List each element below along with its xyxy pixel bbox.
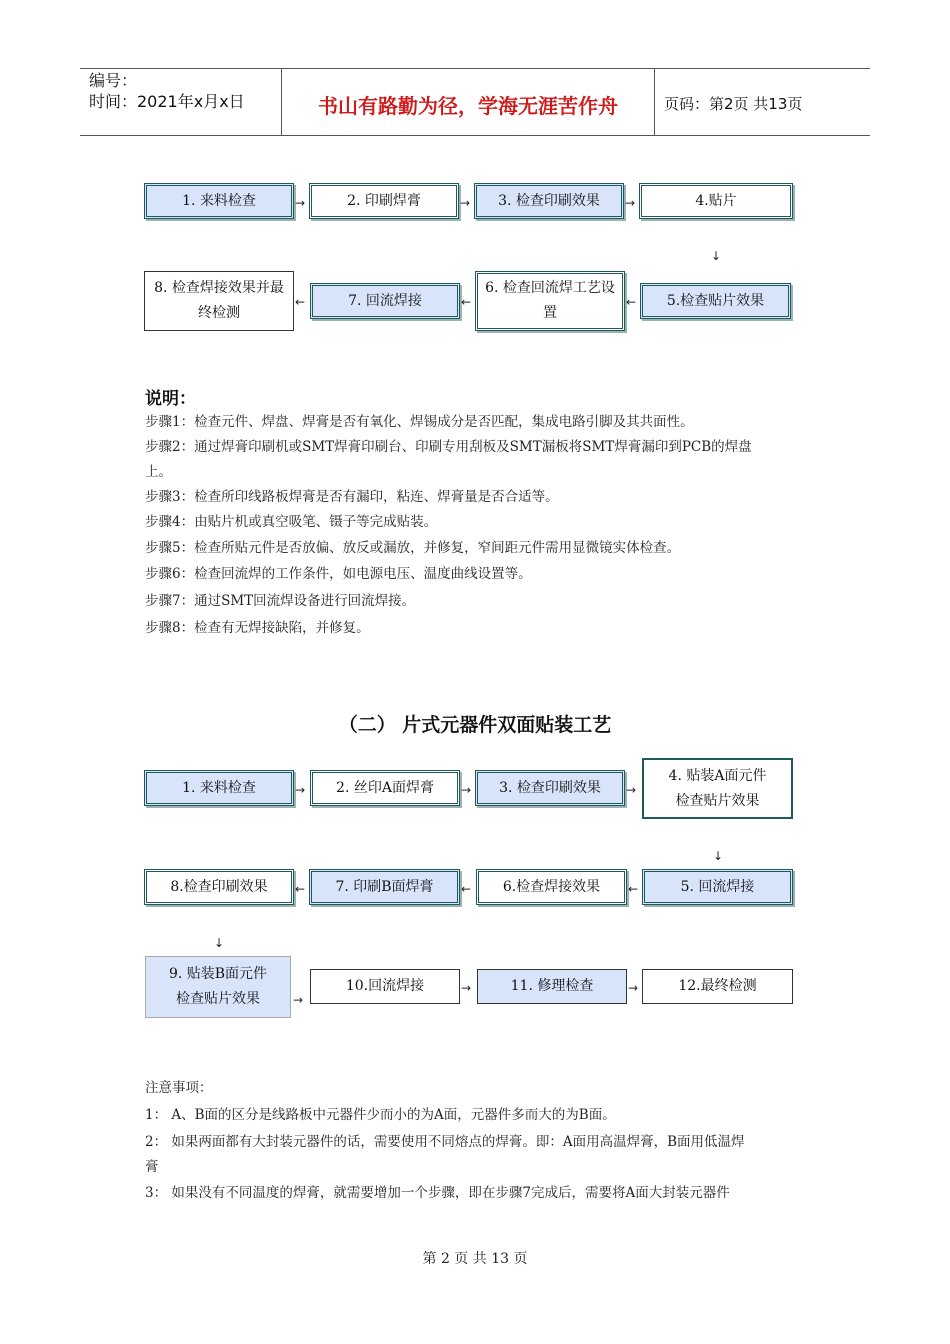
flow2-step-7: 7. 印刷B面焊膏 <box>309 869 460 905</box>
arrow-down-icon: ↓ <box>214 936 225 950</box>
note-line-9: 步骤8：检查有无焊接缺陷，并修复。 <box>145 620 370 636</box>
arrow-right-icon: → <box>293 993 304 1007</box>
note-line-2: 步骤2：通过焊膏印刷机或SMT焊膏印刷台、印刷专用刮板及SMT漏板将SMT焊膏漏印到PCB的焊盘 <box>145 439 752 455</box>
arrow-right-icon: → <box>295 783 306 797</box>
arrow-right-icon: → <box>628 981 639 995</box>
arrow-right-icon: → <box>460 196 471 210</box>
attention-line-4: 3： 如果没有不同温度的焊膏，就需要增加一个步骤，即在步骤7完成后，需要将A面大封装元器件 <box>145 1185 730 1201</box>
header-divider-2 <box>654 68 655 136</box>
note-line-4: 步骤3：检查所印线路板焊膏是否有漏印，粘连、焊膏量是否合适等。 <box>145 489 559 505</box>
flow1-step-4: 4.贴片 <box>639 183 793 219</box>
arrow-right-icon: → <box>625 196 636 210</box>
header-top-rule <box>80 68 870 69</box>
flow2-step-9: 9. 贴装B面元件 检查贴片效果 <box>145 956 291 1018</box>
flow2-step-11: 11. 修理检查 <box>477 969 627 1004</box>
attention-title: 注意事项： <box>145 1080 213 1096</box>
flow2-step-6: 6.检查焊接效果 <box>476 869 627 905</box>
flow1-step-3: 3. 检查印刷效果 <box>474 183 624 219</box>
header-page-info: 页码：第2页 共13页 <box>664 95 803 113</box>
note-line-5: 步骤4：由贴片机或真空吸笔、镊子等完成贴装。 <box>145 514 438 530</box>
notes-title: 说明： <box>145 389 196 409</box>
flow1-step-8: 8. 检查焊接效果并最终检测 <box>144 271 294 331</box>
header-motto: 书山有路勤为径，学海无涯苦作舟 <box>318 94 618 118</box>
arrow-right-icon: → <box>461 783 472 797</box>
flow1-step-6: 6. 检查回流焊工艺设置 <box>475 271 625 331</box>
note-line-3: 上。 <box>145 464 172 480</box>
note-line-7: 步骤6：检查回流焊的工作条件，如电源电压、温度曲线设置等。 <box>145 566 532 582</box>
flow1-step-2: 2. 印刷焊膏 <box>309 183 459 219</box>
flow2-step-8: 8.检查印刷效果 <box>144 869 294 905</box>
attention-line-2: 2： 如果两面都有大封装元器件的话，需要使用不同熔点的焊膏。即：A面用高温焊膏，B面用低温焊 <box>145 1134 745 1150</box>
arrow-left-icon: ← <box>461 882 472 896</box>
flow2-step-3: 3. 检查印刷效果 <box>475 770 625 806</box>
arrow-left-icon: ← <box>628 882 639 896</box>
flow2-step-1: 1. 来料检查 <box>144 770 294 806</box>
arrow-down-icon: ↓ <box>713 849 724 863</box>
attention-line-1: 1： A、B面的区分是线路板中元器件少而小的为A面，元器件多而大的为B面。 <box>145 1107 616 1123</box>
flow2-step-2: 2. 丝印A面焊膏 <box>310 770 460 806</box>
page-footer: 第 2 页 共 13 页 <box>422 1251 528 1267</box>
flow1-step-5: 5.检查贴片效果 <box>640 283 791 319</box>
flow2-step-12: 12.最终检测 <box>642 969 793 1004</box>
attention-line-3: 膏 <box>145 1159 159 1175</box>
code-label: 编号： <box>89 71 138 90</box>
arrow-right-icon: → <box>626 783 637 797</box>
section-title: （二） 片式元器件双面贴装工艺 <box>338 714 612 736</box>
note-line-8: 步骤7：通过SMT回流焊设备进行回流焊接。 <box>145 593 416 609</box>
flow2-step-5: 5. 回流焊接 <box>642 869 793 905</box>
arrow-down-icon: ↓ <box>711 249 722 263</box>
header-bottom-rule <box>80 135 870 136</box>
arrow-right-icon: → <box>295 196 306 210</box>
flow1-step-1: 1. 来料检查 <box>144 183 294 219</box>
time-label: 时间：2021年x月x日 <box>89 92 245 111</box>
arrow-left-icon: ← <box>295 882 306 896</box>
arrow-right-icon: → <box>461 981 472 995</box>
header-meta <box>89 70 245 112</box>
arrow-left-icon: ← <box>461 295 472 309</box>
arrow-left-icon: ← <box>295 295 306 309</box>
flow1-step-7: 7. 回流焊接 <box>310 283 460 319</box>
arrow-left-icon: ← <box>626 295 637 309</box>
flow2-step-10: 10.回流焊接 <box>310 969 460 1004</box>
note-line-6: 步骤5：检查所贴元件是否放偏、放反或漏放，并修复，窄间距元件需用显微镜实体检查。 <box>145 540 681 556</box>
note-line-1: 步骤1：检查元件、焊盘、焊膏是否有氧化、焊锡成分是否匹配，集成电路引脚及其共面性。 <box>145 414 694 430</box>
flow2-step-4: 4. 贴装A面元件 检查贴片效果 <box>642 758 793 819</box>
